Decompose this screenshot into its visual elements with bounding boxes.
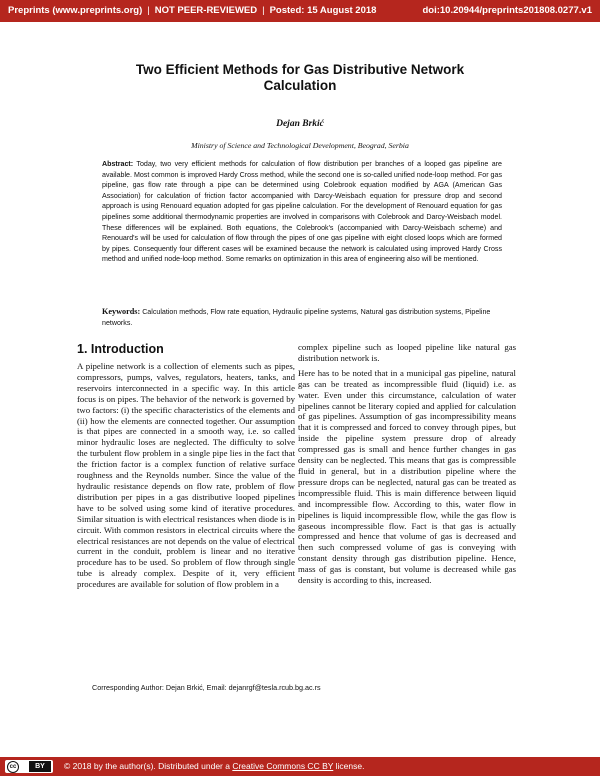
corresponding-author: Corresponding Author: Dejan Brkić, Email: dejanrgf@tesla.rcub.bg.ac.rs: [92, 683, 321, 692]
license-text: [64, 761, 364, 771]
review-status: NOT PEER-REVIEWED: [154, 5, 258, 16]
paper-title: [100, 62, 500, 94]
introduction-column-right: [298, 342, 516, 586]
abstract: [102, 159, 502, 265]
license-suffix: license.: [333, 761, 365, 771]
by-icon: BY: [29, 761, 51, 772]
license-footer: [0, 757, 600, 776]
posted-date: Posted: 15 August 2018: [269, 5, 377, 16]
paragraph: complex pipeline such as looped pipeline like natural gas distribution network is.: [298, 342, 516, 363]
cc-by-badge-icon[interactable]: [5, 760, 53, 773]
cc-by-link[interactable]: Creative Commons CC BY: [232, 761, 334, 771]
abstract-label: Abstract:: [102, 160, 134, 168]
keywords-text: Calculation methods, Flow rate equation, Hydraulic pipeline systems, Natural gas distribution systems, Pipeline networks.: [102, 308, 491, 327]
title-line-2: Calculation: [263, 78, 337, 93]
banner-left: [8, 5, 376, 16]
introduction-column-left: A pipeline network is a collection of elements such as pipes, compressors, pumps, valves, regulators, heaters, tanks, and reservoirs interconnected in a specific way. In this article focus is on pipes. The behavior of the network is governed by two factors: (i) the specific characteristics of the elements and (ii) how the elements are connected together. Our assumption is that pipes are connected in a smooth way, i.e. so called minor hydraulic loses are neglected. The difficulty to solve the turbulent flow problem in a single pipe lies in the fact that the friction factor is a complex function of relative surface roughness and the Reynolds number. Since the value of the hydraulic resistance depends on flow rate, problem of flow distribution per pipes in a gas distributive looped pipelines have to be solved using some kind of iterative procedures. Similar situation is with electrical resistances when diode is in circuit. With common resistors in electrical circuits where the electrical resistances are not depends on the value of electrical current in the conduit, problem is linear and no iterative procedure has to be used. So problem of flow through single tube is already complex. Despite of it, very efficient procedures are available for solution of flow problem in a: [77, 361, 295, 590]
banner-separator: |: [147, 5, 150, 16]
license-prefix: © 2018 by the author(s). Distributed under a: [64, 761, 233, 771]
banner-separator: |: [262, 5, 265, 16]
author-affiliation: Ministry of Science and Technological Development, Beograd, Serbia: [191, 141, 409, 150]
cc-icon: cc: [7, 761, 19, 773]
keywords: [102, 306, 502, 329]
keywords-label: Keywords:: [102, 307, 141, 316]
author-name: Dejan Brkić: [276, 119, 324, 129]
doi-link[interactable]: doi:10.20944/preprints201808.0277.v1: [422, 5, 592, 16]
section-heading-introduction: 1. Introduction: [77, 342, 164, 356]
paragraph: Here has to be noted that in a municipal gas pipeline, natural gas can be treated as incompressible fluid (liquid) i.e. as water. Even under this circumstance, calculation of water pipelines cannot be literary copied and applied for calculation of gas pipelines. Assumption of gas incompressibility means that it is compressed and forced to convey through pipes, but inside the pipeline system pressure drop of already compressed gas is small and hence further changes in gas density can be neglected. This means that gas is compressible fluid in general, but in a distribution pipeline where the pressure drops can be neglected, natural gas can be treated as incompressible fluid. This is main difference between liquid and incompressible flow. According to this, water flow in pipelines is liquid incompressible flow, while the gas flow is gaseous incompressible flow. Fact is that gas is actually compressed and hence that volume of gas is decreased and then such compressed volume of gas is conveying with constant density through gas distribution pipeline. Hence, mass of gas is constant, but volume is decreased while gas density is according to this, increased.: [298, 367, 516, 586]
preprints-link[interactable]: Preprints (www.preprints.org): [8, 5, 143, 16]
title-line-1: Two Efficient Methods for Gas Distributive Network: [135, 62, 465, 77]
preprints-banner: [0, 0, 600, 22]
abstract-text: Today, two very efficient methods for calculation of flow distribution per branches of a looped gas pipeline are available. Most common is improved Hardy Cross method, while the second one is so-called unified node-loop method. For gas pipeline, gas flow rate through a pipe can be determined using Colebrook equation modified by AGA (American Gas Association) for calculation of friction factor accompanied with Darcy-Weisbach equation for pressure drop and second approach is using Renouard equation adopted for gas pipeline calculation. For the development of Renouard equation for gas pipelines some additional thermodynamic properties are involved in comparisons with Colebrook and Darcy-Weisbach model. These differences will be explained. Both equations, the Colebrook's (accompanied with Darcy-Weisbach scheme) and Renouard's will be used for calculation of flow through the pipes of one gas pipeline with eight closed loops which are formed by pipes. Consequently four different cases will be examined because the network is calculated using improved Hardy Cross method and unified node-loop method. Some remarks on optimization in this area of engineering also will be mentioned.: [102, 160, 502, 264]
